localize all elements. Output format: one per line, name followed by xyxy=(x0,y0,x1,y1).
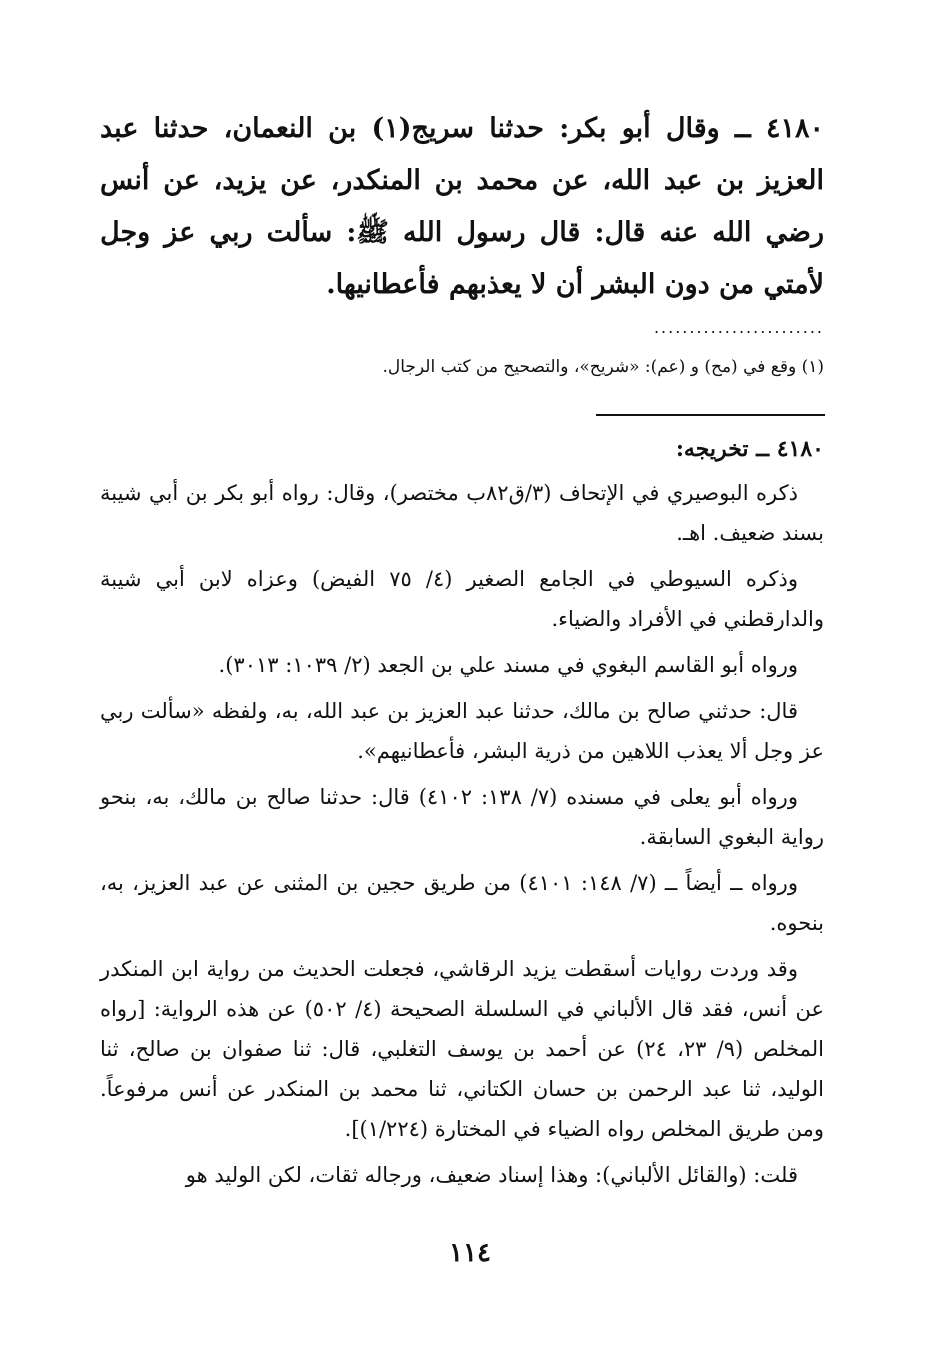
hadith-text: ٤١٨٠ ــ وقال أبو بكر: حدثنا سريج(١) بن النعمان، حدثنا عبد العزيز بن عبد الله، عن محمد بن المنكدر، عن يزيد، عن أنس رضي الله عنه قال: قال رسول الله ﷺ: سألت ربي عز وجل لأمتي من دون البشر أن لا يعذبهم فأعطانيها. xyxy=(100,113,824,300)
takhrij-paragraph: قال: حدثني صالح بن مالك، حدثنا عبد العزيز بن عبد الله، به، ولفظه «سألت ربي عز وجل ألا يعذب اللاهين من ذرية البشر، فأعطانيهم». xyxy=(100,699,824,763)
footnote-separator: ........................ xyxy=(653,318,824,337)
takhrij-paragraph: قلت: (والقائل الألباني): وهذا إسناد ضعيف، ورجاله ثقات، لكن الوليد هو xyxy=(185,1163,798,1187)
takhrij-paragraph: ورواه أبو يعلى في مسنده (٧/ ١٣٨: ٤١٠٢) قال: حدثنا صالح بن مالك، به، بنحو رواية البغوي السابقة. xyxy=(100,785,824,849)
takhrij-heading: ٤١٨٠ ــ تخريجه: xyxy=(675,436,824,462)
footnote: (١) وقع في (مح) و (عم): «شريح»، والتصحيح من كتب الرجال. xyxy=(382,357,824,377)
takhrij-paragraph: ورواه أبو القاسم البغوي في مسند علي بن الجعد (٢/ ١٠٣٩: ٣٠١٣). xyxy=(218,653,798,677)
takhrij-paragraph: ورواه ــ أيضاً ــ (٧/ ١٤٨: ٤١٠١) من طريق حجين بن المثنى عن عبد العزيز، به، بنحوه. xyxy=(100,871,824,935)
takhrij-paragraph: ذكره البوصيري في الإتحاف (٣/ق٨٢ب مختصر)، وقال: رواه أبو بكر بن أبي شيبة بسند ضعيف. اهـ. xyxy=(100,481,824,545)
takhrij-paragraph: وقد وردت روايات أسقطت يزيد الرقاشي، فجعلت الحديث من رواية ابن المنكدر عن أنس، فقد قال الألباني في السلسلة الصحيحة (٤/ ٥٠٢) عن هذه الرواية: [رواه المخلص (٩/ ٢٣، ٢٤) عن أحمد بن يوسف التغلبي، قال: ثنا صفوان بن صالح، ثنا الوليد، ثنا عبد الرحمن بن حسان الكتاني، ثنا محمد بن المنكدر عن أنس مرفوعاً. ومن طريق المخلص رواه الضياء في المختارة (١/٢٢٤)]. xyxy=(100,957,824,1141)
section-divider xyxy=(596,414,825,416)
takhrij-paragraph: وذكره السيوطي في الجامع الصغير (٤/ ٧٥ الفيض) وعزاه لابن أبي شيبة والدارقطني في الأفراد والضياء. xyxy=(100,567,824,631)
page-number: ١١٤ xyxy=(449,1238,491,1268)
takhrij-body xyxy=(100,473,824,1201)
